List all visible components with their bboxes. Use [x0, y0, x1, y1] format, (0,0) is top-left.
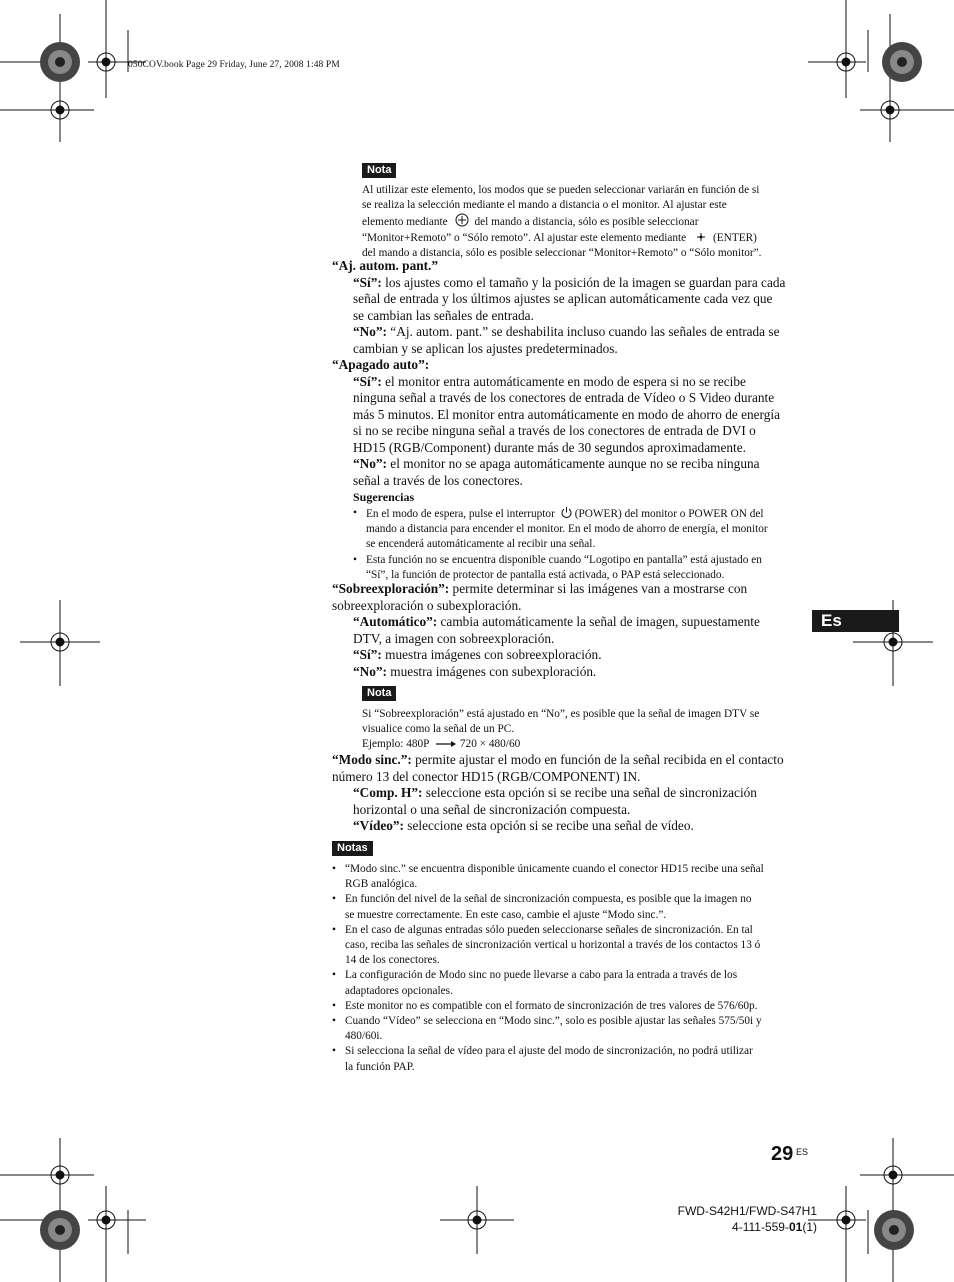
aj-autom-options [332, 275, 802, 358]
list-item [332, 862, 807, 892]
list-item: • En el modo de espera, pulse el interruptor (POWER) del monitor o POWER ON del mando a distancia para encender el monitor. En el modo de ahorro de energía, el monitor se encenderá automáticamente al recibir una señal. [353, 506, 803, 553]
power-icon [560, 506, 573, 519]
sobre-line: sobreexploración o subexploración. [332, 597, 522, 613]
option-si: “Sí”: los ajustes como el tamaño y la posición de la imagen se guardan para cada [353, 274, 786, 290]
option-auto: “Automático”: cambia automáticamente la señal de imagen, supuestamente [353, 614, 760, 629]
page-number: 29 [771, 1143, 794, 1165]
apagado-section [332, 357, 802, 489]
arrow-right-icon [434, 739, 458, 749]
notas-tag: Notas [332, 841, 373, 856]
note-1-line: Al utilizar este elemento, los modos que se pueden seleccionar variarán en función de si [362, 184, 760, 196]
apagado-heading: “Apagado auto”: [332, 357, 430, 372]
option-no-cont: cambian y se aplican los ajustes predeterminados. [353, 340, 618, 356]
notas-list [332, 862, 807, 1075]
option-si: “Sí”: muestra imágenes con sobreexploración. [353, 647, 602, 662]
list-item-line: • Cuando “Vídeo” se selecciona en “Modo sinc.”, solo es posible ajustar las señales 575/50i y [345, 1015, 762, 1028]
list-item [332, 999, 807, 1014]
sobre-line: “Sobreexploración”: permite determinar si las imágenes van a mostrarse con [332, 581, 748, 596]
aj-autom-section [332, 258, 802, 357]
option-si-cont: más 5 minutos. El monitor entra automáticamente en modo de ahorro de energía [353, 406, 780, 422]
page-lang: ES [796, 1147, 809, 1157]
list-item-line: 14 de los conectores. [345, 954, 440, 967]
sobre-section [332, 581, 802, 680]
doc-code: 4-111-559-01(1) [732, 1220, 817, 1234]
option-no-cont: señal a través de los conectores. [353, 472, 523, 488]
option-si: “Sí”: el monitor entra automáticamente en modo de espera si no se recibe [353, 373, 746, 389]
option-comp: “Comp. H”: seleccione esta opción si se recibe una señal de sincronización [353, 785, 757, 800]
note-1-line: se realiza la selección mediante el mando a distancia o el monitor. Al ajustar este [362, 199, 727, 212]
nota-tag: Nota [362, 163, 396, 178]
option-no: “No”: el monitor no se apaga automáticamente aunque no se reciba ninguna [353, 456, 760, 471]
sobre-options [332, 614, 802, 680]
list-item [332, 968, 807, 998]
list-item-line: la función PAP. [345, 1060, 415, 1073]
language-tab: Es [812, 610, 899, 632]
file-info-header: 050COV.book Page 29 Friday, June 27, 2008 1:48 PM [128, 60, 340, 70]
modo-section [332, 752, 802, 835]
option-no: “No”: “Aj. autom. pant.” se deshabilita incluso cuando las señales de entrada se [353, 324, 780, 339]
modo-line: número 13 del conector HD15 (RGB/COMPONENT) IN. [332, 768, 641, 784]
list-item [332, 892, 807, 922]
list-item-line: • En el caso de algunas entradas sólo pueden seleccionarse señales de sincronización. En tal [345, 923, 753, 936]
list-item-line: adaptadores opcionales. [345, 984, 453, 997]
sugerencias-heading: Sugerencias [353, 490, 415, 504]
nota-tag: Nota [362, 686, 396, 701]
list-item [332, 923, 807, 969]
note-1-line: “Monitor+Remoto” o “Sólo remoto”. Al ajustar este elemento mediante (ENTER) [362, 231, 757, 244]
sugerencias-list [353, 506, 803, 583]
enter-button-icon [693, 231, 709, 243]
list-item: • Esta función no se encuentra disponible cuando “Logotipo en pantalla” está ajustado en “Sí”, la función de protector de pantalla está activada, o PAP está seleccionado. [353, 553, 803, 583]
model-name: FWD-S42H1/FWD-S47H1 [677, 1204, 817, 1218]
list-item-line: • En función del nivel de la señal de sincronización compuesta, es posible que la imagen no [345, 893, 752, 906]
note-2-line: Ejemplo: 480P 720 × 480/60 [362, 738, 521, 751]
aj-autom-heading: “Aj. autom. pant.” [332, 258, 439, 273]
note-1-line: elemento mediante del mando a distancia, sólo es posible seleccionar [362, 213, 812, 230]
note-2-line: Si “Sobreexploración” está ajustado en “No”, es posible que la señal de imagen DTV se [362, 708, 760, 720]
list-item-line: se muestre correctamente. En este caso, cambie el ajuste “Modo sinc.”. [345, 908, 667, 921]
note-2 [362, 707, 812, 753]
modo-options [332, 785, 802, 835]
list-item-line: • “Modo sinc.” se encuentra disponible únicamente cuando el conector HD15 recibe una señal [345, 863, 764, 875]
option-si-cont: señal de entrada y los últimos ajustes se aplican automáticamente cada vez que [353, 291, 773, 306]
model-info [678, 1203, 817, 1235]
list-item-line: • Si selecciona la señal de vídeo para el ajuste del modo de sincronización, no podrá utilizar [345, 1045, 753, 1058]
list-item-line: RGB analógica. [345, 878, 418, 891]
list-item-line: 480/60i. [345, 1030, 383, 1043]
list-item-line: • La configuración de Modo sinc no puede llevarse a cabo para la entrada a través de los [345, 969, 738, 982]
apagado-options [332, 374, 802, 490]
list-item-line: caso, reciba las señales de sincronización vertical u horizontal a través de los contactos 13 ó [345, 939, 761, 952]
note-2-line: visualice como la señal de un PC. [362, 723, 515, 736]
option-si-cont: se cambian las señales de entrada. [353, 307, 534, 323]
option-si-cont: ninguna señal a través de los conectores de entrada de Vídeo o S Video durante [353, 390, 775, 405]
joystick-button-icon [454, 213, 470, 227]
option-comp-cont: horizontal o una señal de sincronización compuesta. [353, 801, 631, 817]
list-item [332, 1044, 807, 1074]
list-item-line: • Este monitor no es compatible con el formato de sincronización de tres valores de 576/60p. [345, 999, 758, 1012]
option-si-cont: si no se recibe ninguna señal a través de los conectores de entrada de DVI o [353, 423, 756, 438]
note-1 [362, 183, 812, 261]
note-1-line: del mando a distancia, sólo es posible seleccionar “Monitor+Remoto” o “Sólo monitor”. [362, 246, 762, 259]
option-no: “No”: muestra imágenes con subexploración. [353, 663, 597, 679]
option-video: “Vídeo”: seleccione esta opción si se recibe una señal de vídeo. [353, 818, 694, 833]
option-si-cont: HD15 (RGB/Component) durante más de 30 segundos aproximadamente. [353, 439, 746, 455]
modo-line: “Modo sinc.”: permite ajustar el modo en función de la señal recibida en el contacto [332, 752, 784, 767]
option-auto-cont: DTV, a imagen con sobreexploración. [353, 630, 555, 646]
list-item [332, 1014, 807, 1044]
